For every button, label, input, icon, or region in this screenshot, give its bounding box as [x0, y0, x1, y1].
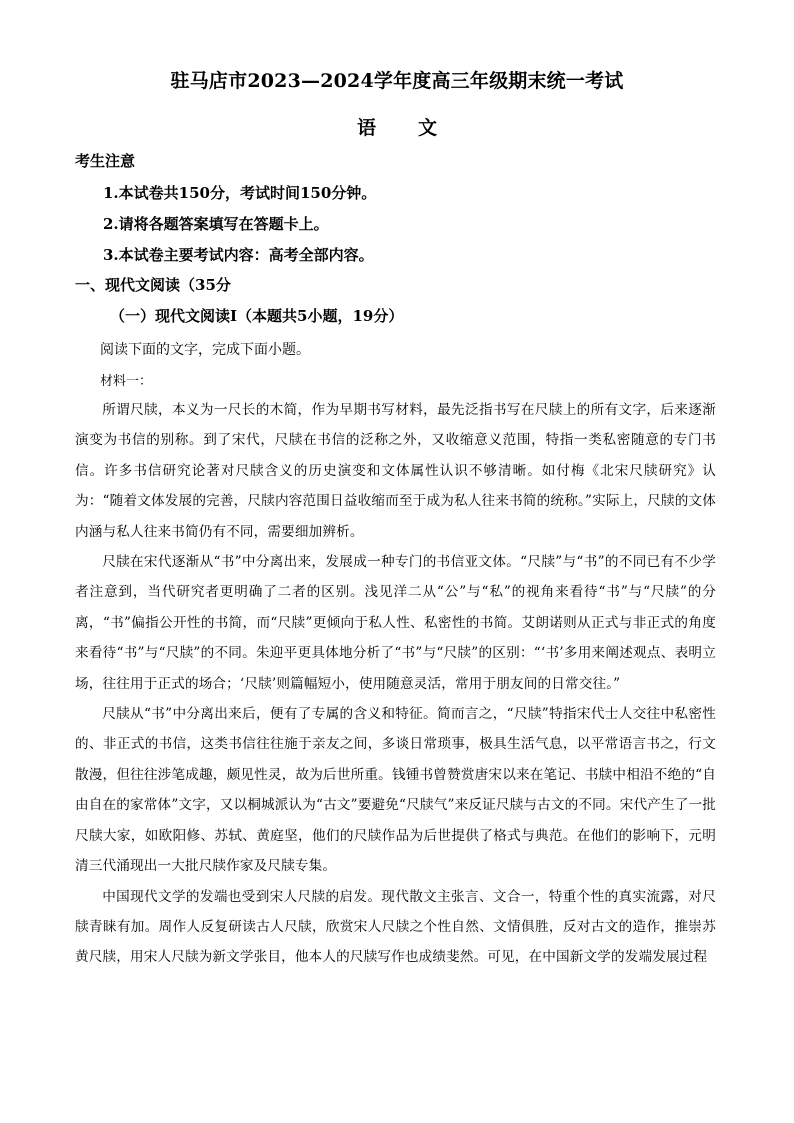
- notice-item-3: 3.本试卷主要考试内容：高考全部内容。: [103, 246, 374, 264]
- passage-paragraph-2: 尺牍在宋代逐渐从“书”中分离出来，发展成一种专门的书信亚文体。“尺牍”与“书”的不同已有不少学者注意到，当代研究者更明确了二者的区别。浅见洋二从“公”与“私”的视角来看待“书”与“尺牍”的分离，“书”偏指公开性的书简，而“尺牍”更倾向于私人性、私密性的书简。艾朗诺则从正式与非正式的角度来看待“书”与“尺牍”的不同。朱迎平更具体地分析了“书”与“尺牍”的区别：“‘书’多用来阐述观点、表明立场，往往用于正式的场合；‘尺牍’则篇幅短小，使用随意灵活，常用于朋友间的日常交往。”: [75, 554, 716, 692]
- reading-instruction: 阅读下面的文字，完成下面小题。: [100, 342, 310, 358]
- notice-item-2: 2.请将各题答案填写在答题卡上。: [103, 215, 329, 233]
- subject-char-2: 文: [418, 117, 438, 139]
- passage-paragraph-3: 尺牍从“书”中分离出来后，便有了专属的含义和特征。简而言之，“尺牍”特指宋代士人交往中私密性的、非正式的书信，这类书信往往施于亲友之间，多谈日常琐事，极具生活气息，以平常语言书之，行文散漫，但往往涉笔成趣，颇见性灵，故为后世所重。钱锺书曾赞赏唐宋以来在笔记、书牍中相沿不绝的“自由自在的家常体”文字，又以桐城派认为“古文”要避免“尺牍气”来反证尺牍与古文的不同。宋代产生了一批尺牍大家，如欧阳修、苏轼、黄庭坚，他们的尺牍作品为后世提供了格式与典范。在他们的影响下，元明清三代涌现出一大批尺牍作家及尺牍专集。: [75, 706, 716, 875]
- exam-title: 驻马店市2023—2024学年度高三年级期末统一考试: [170, 70, 624, 92]
- material-label: 材料一：: [100, 374, 153, 389]
- subject-title: [0, 113, 794, 140]
- notice-item-1: 1.本试卷共150分，考试时间150分钟。: [103, 184, 377, 202]
- section-heading: 一、现代文阅读（35分: [75, 276, 231, 294]
- subject-char-1: 语: [356, 117, 376, 139]
- passage-paragraph-1: 所谓尺牍，本义为一尺长的木简，作为早期书写材料，最先泛指书写在尺牍上的所有文字，后来逐渐演变为书信的别称。到了宋代，尺牍在书信的泛称之外，又收缩意义范围，特指一类私密随意的专门书信。许多书信研究论著对尺牍含义的历史演变和文体属性认识不够清晰。如付梅《北宋尺牍研究》认为：“随着文体发展的完善，尺牍内容范围日益收缩而至于成为私人往来书简的统称。”实际上，尺牍的文体内涵与私人往来书简仍有不同，需要细加辨析。: [75, 402, 716, 540]
- passage-body: [75, 395, 716, 973]
- notice-heading: 考生注意: [75, 152, 136, 170]
- section-subheading: （一）现代文阅读Ⅰ（本题共5小题，19分）: [110, 307, 404, 325]
- passage-paragraph-4: 中国现代文学的发端也受到宋人尺牍的启发。现代散文主张言、文合一，特重个性的真实流露，对尺牍青睐有加。周作人反复研读古人尺牍，欣赏宋人尺牍之个性自然、文情俱胜，反对古文的造作，推崇苏黄尺牍，用宋人尺牍为新文学张目，他本人的尺牍写作也成绩斐然。可见，在中国新文学的发端发展过程: [75, 888, 716, 966]
